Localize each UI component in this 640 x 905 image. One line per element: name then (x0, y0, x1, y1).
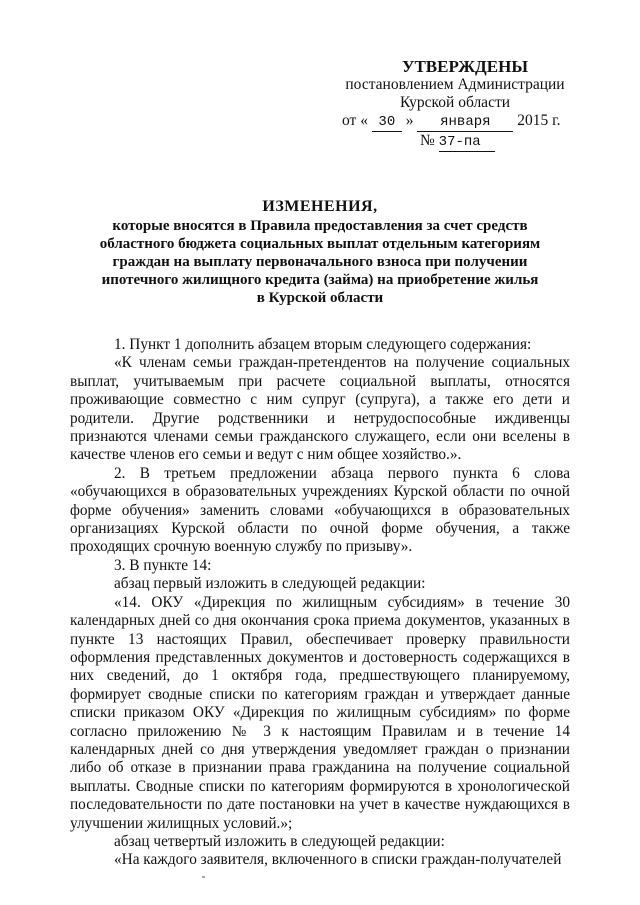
date-mid: » (405, 112, 414, 129)
title-line: которые вносятся в Правила предоставления за счет средств (112, 218, 528, 234)
title-line: областного бюджета социальных выплат отдельным категориям (99, 236, 541, 252)
date-day: 30 (372, 113, 402, 132)
paragraph: абзац четвертый изложить в следующей редакции: (114, 832, 445, 850)
document-title-block (80, 198, 560, 307)
approval-block (330, 58, 580, 152)
paragraph: 2. В третьем предложении абзаца первого пункта 6 слова «обучающихся в образовательных учреждениях Курской области по очной форме обучения» заменить словами «обучающихся в образовательных организациях Курской области по очной форме обучения, а также проходящих срочную военную службу по призыву». (70, 464, 570, 556)
paragraph: «14. ОКУ «Дирекция по жилищным субсидиям» в течение 30 календарных дней со дня окончания срока приема документов, указанных в пункте 13 настоящих Правил, обеспечивает проверку правильности оформления представленных документов и достоверность содержащихся в них сведений, до 1 октября года, предшествующего планируемому, формирует сводные списки по категориям граждан и утверждает данные списки приказом ОКУ «Дирекция по жилищным субсидиям» по форме согласно приложению № 3 к настоящим Правилам и в течение 14 календарных дней со дня утверждения уведомляет граждан о признании либо об отказе в признании права гражданина на получение социальной выплаты. Сводные списки по категориям формируются в хронологической последовательности по дате постановки на учет в качестве нуждающихся в улучшении жилищных условий.»; (70, 593, 570, 832)
approval-authority: постановлением Администрации (345, 76, 565, 93)
number-value: 37-па (439, 133, 495, 152)
date-year: 2015 г. (517, 112, 561, 129)
approval-date (330, 112, 580, 132)
approved-heading: УТВЕРЖДЕНЫ (401, 57, 529, 76)
document-title: ИЗМЕНЕНИЯ, (262, 198, 378, 215)
date-month: января (417, 113, 513, 132)
paragraph: 3. В пункте 14: (114, 556, 212, 574)
paragraph: «К членам семьи граждан-претендентов на получение социальных выплат, учитываемым при расчете социальной выплаты, относятся проживающие совместно с ним супруг (супруга), а также его дети и родители. Другие родственники и нетрудоспособные иждивенцы признаются членами семьи гражданского служащего, если они вселены в качестве членов его семьи и ведут с ним общее хозяйство.». (70, 354, 570, 464)
scan-speck (202, 876, 205, 878)
paragraph: 1. Пункт 1 дополнить абзацем вторым следующего содержания: (114, 336, 532, 353)
date-prefix: от « (342, 112, 368, 129)
approval-number (330, 132, 580, 152)
title-line: в Курской области (256, 290, 384, 306)
paragraph: «На каждого заявителя, включенного в списки граждан-получателей (114, 851, 562, 869)
document-body (70, 336, 570, 870)
title-line: ипотечного жилищного кредита (займа) на приобретение жилья (101, 272, 539, 288)
approval-region: Курской области (399, 94, 511, 111)
paragraph: абзац первый изложить в следующей редакции: (114, 575, 426, 593)
number-prefix: № (420, 132, 435, 149)
title-line: граждан на выплату первоначального взноса при получении (112, 254, 528, 270)
